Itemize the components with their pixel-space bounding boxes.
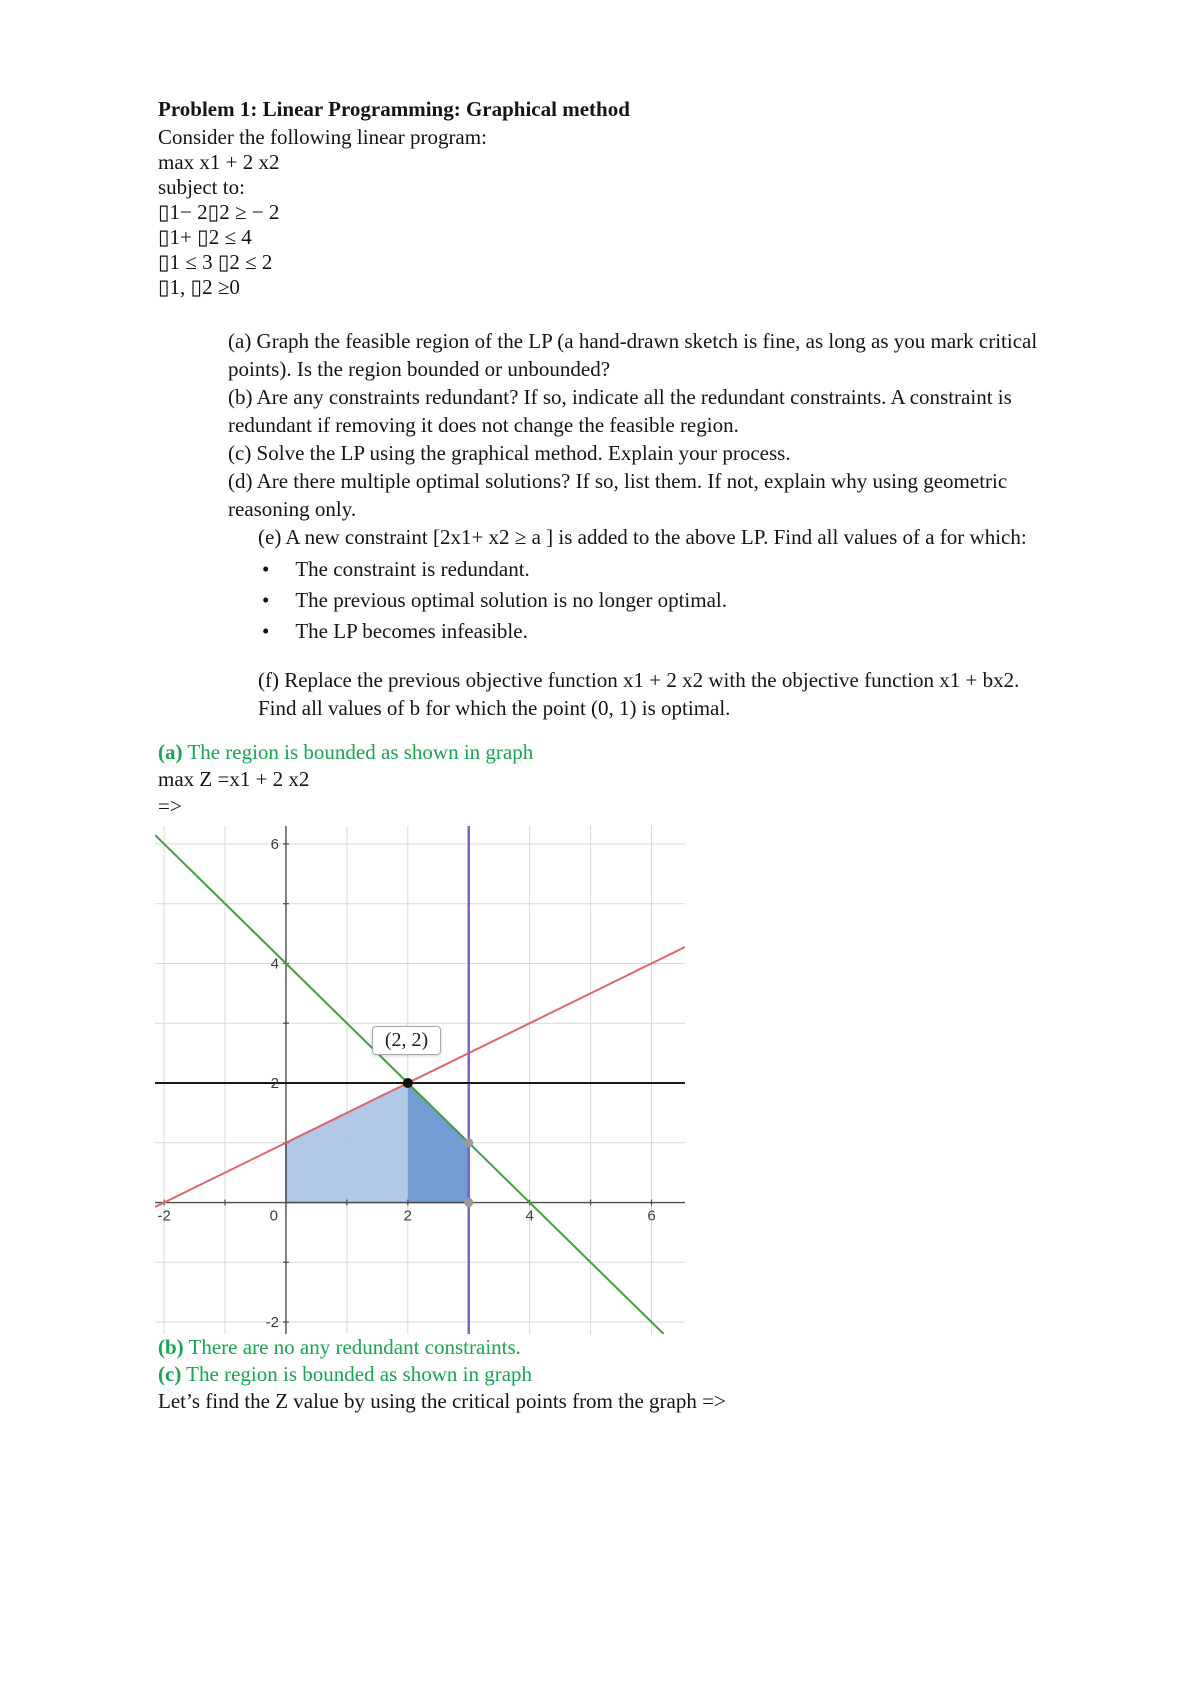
tick-label: -2 [157,1207,171,1225]
answer-block-bottom [158,1334,1040,1415]
bullet-text: • The constraint is redundant. [295,557,530,581]
tick-label: 4 [525,1207,534,1225]
item-c: (c) Solve the LP using the graphical method. Explain your process. [228,441,791,465]
problem-title: Problem 1: Linear Programming: Graphical method [158,97,630,121]
subject-to-line: subject to: [158,175,245,199]
item-d: (d) Are there multiple optimal solutions? If so, list them. If not, explain why using geometric reasoning only. [228,469,1008,521]
constraints-block [158,200,1040,300]
bullet-text: • The LP becomes infeasible. [295,619,528,643]
tick-label: 6 [647,1207,656,1225]
answer-objective-line: max Z =x1 + 2 x2 [158,767,310,791]
constraint-line-3: ▯1 ≤ 3 ▯2 ≤ 2 [158,250,273,274]
answer-c-text: The region is bounded as shown in graph [181,1362,533,1386]
bullet-text: • The previous optimal solution is no longer optimal. [295,588,727,612]
tick-label: -2 [265,1314,279,1332]
answer-b-text: There are no any redundant constraints. [183,1335,521,1359]
optimal-point-2-2 [403,1078,413,1088]
bullet-item-2 [262,586,1040,614]
item-f: (f) Replace the previous objective function x1 + 2 x2 with the objective function x1 + bx2. Find all values of b for which the point (0, 1) is optimal. [258,668,1020,720]
answer-a-text: The region is bounded as shown in graph [182,740,534,764]
constraint-line-2: ▯1+ ▯2 ≤ 4 [158,225,252,249]
vertex-point-3-1 [464,1138,473,1147]
answer-block-top [158,739,1040,820]
intro-line: Consider the following linear program: [158,125,487,149]
tick-label: 6 [270,835,279,853]
item-e: (e) A new constraint [2x1+ x2 ≥ a ] is added to the above LP. Find all values of a for which: [258,525,1027,549]
item-a: (a) Graph the feasible region of the LP (a hand-drawn sketch is fine, as long as you mark critical points). Is the region bounded or unbounded? [228,329,1038,381]
constraint-line-1: ▯1− 2▯2 ≥ − 2 [158,200,280,224]
answer-b-label: (b) [158,1335,184,1359]
point-label: (2, 2) [372,1026,441,1055]
tick-label: 2 [403,1207,412,1225]
bullet-list [228,555,1040,645]
answer-arrow-line: => [158,794,182,818]
tick-label: 4 [270,955,279,973]
tick-label: 0 [269,1207,278,1225]
vertex-point-3-0 [464,1198,473,1207]
answer-a-line [158,739,1040,766]
answer-c-line [158,1361,1040,1388]
item-b: (b) Are any constraints redundant? If so, indicate all the redundant constraints. A constraint is redundant if removing it does not change the feasible region. [228,385,1012,437]
tick-label: 2 [270,1074,279,1092]
bullet-item-1 [262,555,1040,583]
objective-function-line: max x1 + 2 x2 [158,150,280,174]
feasible-region-dark-part [408,1083,469,1203]
document-content [158,96,1040,1415]
constraint-line-4: ▯1, ▯2 ≥0 [158,275,240,299]
closing-line: Let’s find the Z value by using the critical points from the graph => [158,1389,726,1413]
graph-svg [155,826,685,1334]
graph [155,826,685,1334]
answer-a-label: (a) [158,740,183,764]
answer-c-label: (c) [158,1362,182,1386]
bullet-item-3 [262,617,1040,645]
question-items [228,327,1040,722]
answer-b-line [158,1334,1040,1361]
